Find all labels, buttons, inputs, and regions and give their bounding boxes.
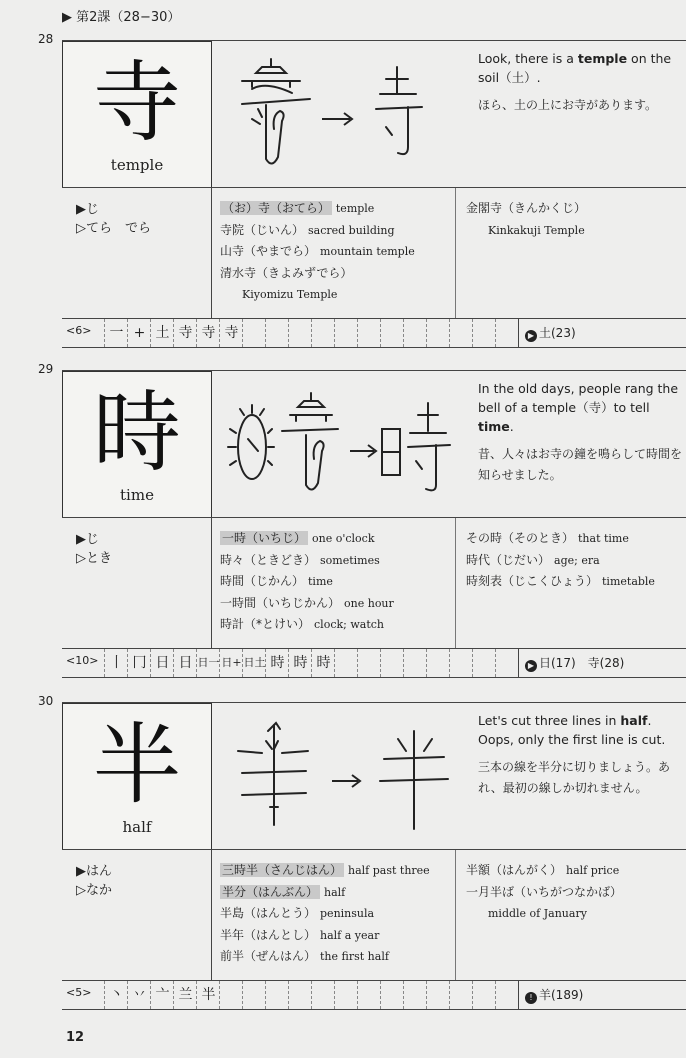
stroke-cell: 日+	[219, 649, 243, 677]
stroke-cell: +	[127, 319, 151, 347]
kanji-meaning: half	[122, 818, 152, 836]
stroke-cell	[426, 981, 450, 1009]
stroke-cell	[334, 981, 358, 1009]
stroke-count: <10>	[66, 654, 99, 667]
stroke-cell	[265, 981, 289, 1009]
stroke-order-strip	[62, 648, 686, 678]
stroke-cell: 寺	[173, 319, 197, 347]
entry-top-row	[62, 702, 686, 850]
stroke-cell	[495, 981, 519, 1009]
entry-top-row	[62, 40, 686, 188]
kun-reading: ▷とき	[76, 551, 112, 566]
stroke-cell: 亠	[150, 981, 174, 1009]
story-en-a: Let's cut three lines in	[478, 713, 621, 728]
kanji-meaning: time	[120, 486, 154, 504]
vocab-item: 寺院（じいん） sacred building	[220, 222, 395, 237]
vocab-item: 半分（はんぶん） half	[222, 884, 346, 899]
stroke-cell	[426, 319, 450, 347]
stroke-order-strip	[62, 318, 686, 348]
stroke-cell: 一	[104, 319, 128, 347]
vocab-item: （お）寺（おてら） temple	[222, 201, 375, 215]
stroke-cell	[426, 649, 450, 677]
kanji-entry-28	[38, 32, 686, 346]
kanji-box	[62, 371, 212, 518]
stroke-cell	[219, 981, 243, 1009]
stroke-cell	[472, 319, 496, 347]
stroke-cell: 時	[288, 649, 312, 677]
kun-reading: ▷なか	[76, 883, 112, 898]
kanji-entry-29	[38, 362, 686, 676]
vocab-item: Kiyomizu Temple	[242, 288, 338, 301]
stroke-cell: 時	[311, 649, 335, 677]
cross-reference: ▶ 土(23)	[518, 319, 686, 347]
stroke-count: <6>	[66, 324, 92, 337]
story-japanese: ほら、土の上にお寺があります。	[478, 98, 658, 112]
vocab-item: 半額（はんがく） half price	[466, 863, 620, 877]
stroke-cell	[334, 319, 358, 347]
entry-number: 28	[38, 32, 54, 46]
story-japanese: 昔、人々はお寺の鐘を鳴らして時間を知らせました。	[478, 447, 683, 482]
vocab-item: 半島（はんとう） peninsula	[220, 906, 375, 920]
stroke-cell	[403, 319, 427, 347]
vocab-item: 金閣寺（きんかくじ）	[466, 201, 587, 215]
stroke-cell	[449, 981, 473, 1009]
story-japanese: 三本の線を半分に切りましょう。あれ、最初の線しか切れません。	[478, 760, 671, 795]
stroke-cell	[449, 319, 473, 347]
entry-top-row	[62, 370, 686, 518]
stroke-cell	[403, 981, 427, 1009]
stroke-cell	[495, 319, 519, 347]
stroke-cell	[311, 319, 335, 347]
readings	[62, 188, 212, 319]
vocab-item: 清水寺（きよみずでら）	[220, 265, 353, 280]
vocab-item: 時計（*とけい） clock; watch	[220, 617, 384, 631]
vocab-column-1	[220, 518, 456, 649]
vocab-item: middle of January	[488, 907, 587, 920]
stroke-cell: 日	[173, 649, 197, 677]
vocab-item: Kinkakuji Temple	[488, 223, 585, 237]
page-number: 12	[66, 1030, 85, 1045]
story-en-b: . Oops, only the first line is cut.	[478, 713, 666, 747]
stroke-cell	[357, 319, 381, 347]
kanji-character: 時	[92, 381, 181, 484]
story-en-a: Look, there is a	[478, 51, 578, 66]
stroke-cell	[334, 649, 358, 677]
stroke-cell	[472, 981, 496, 1009]
vocab-column-2	[466, 850, 686, 981]
stroke-cell: 日	[150, 649, 174, 677]
stroke-cell	[311, 981, 335, 1009]
stroke-cell	[242, 981, 266, 1009]
mnemonic-illustration	[222, 379, 462, 509]
vocab-item: 三時半（さんじはん） half past three	[222, 863, 430, 877]
entry-readings-row	[62, 187, 686, 319]
mnemonic-story	[478, 49, 686, 116]
vocab-column-1	[220, 188, 456, 319]
entry-number: 29	[38, 362, 54, 376]
kun-reading: ▷てら でら	[76, 221, 151, 236]
mnemonic-story	[478, 379, 686, 486]
story-en-b: on the soil（土）.	[478, 51, 672, 85]
vocab-item: 一時（いちじ） one o'clock	[222, 531, 375, 545]
story-keyword: time	[478, 419, 510, 434]
mnemonic-illustration	[222, 49, 462, 179]
vocab-item: 時々（ときどき） sometimes	[220, 552, 380, 567]
play-icon: ▶	[525, 330, 537, 342]
vocab-item: 一月半ば（いちがつなかば）	[466, 884, 623, 899]
stroke-count: <5>	[66, 986, 92, 999]
entry-number: 30	[38, 694, 54, 708]
mnemonic-illustration	[222, 711, 462, 841]
stroke-cell: 丨	[104, 649, 128, 677]
readings	[62, 518, 212, 649]
vocab-item: 前半（ぜんはん） the first half	[220, 949, 389, 963]
stroke-cell: 寺	[219, 319, 243, 347]
kanji-box	[62, 41, 212, 188]
stroke-cell: 寺	[196, 319, 220, 347]
stroke-cell	[380, 319, 404, 347]
stroke-cell	[472, 649, 496, 677]
story-en-b: .	[509, 419, 514, 434]
stroke-cell: 土	[150, 319, 174, 347]
stroke-order-strip	[62, 980, 686, 1010]
stroke-cell: 日土	[242, 649, 266, 677]
kanji-meaning: temple	[110, 156, 164, 174]
stroke-cell	[265, 319, 289, 347]
entry-readings-row	[62, 517, 686, 649]
stroke-cell	[357, 981, 381, 1009]
readings	[62, 850, 212, 981]
stroke-cell: 半	[196, 981, 220, 1009]
vocab-item: その時（そのとき） that time	[466, 531, 629, 545]
kanji-entry-30	[38, 694, 686, 1008]
stroke-cell	[288, 319, 312, 347]
cross-reference: ! 羊(189)	[518, 981, 686, 1009]
stroke-cell: 冂	[127, 649, 151, 677]
stroke-cell	[380, 649, 404, 677]
story-keyword: half	[620, 713, 648, 728]
cross-reference: ▶ 日(17) 寺(28)	[518, 649, 686, 677]
vocab-item: 時刻表（じこくひょう） timetable	[466, 574, 655, 588]
kanji-box	[62, 703, 212, 850]
vocab-item: 半年（はんとし） half a year	[220, 927, 380, 942]
stroke-cell: 丶	[104, 981, 128, 1009]
story-keyword: temple	[577, 51, 628, 66]
vocab-column-2	[466, 188, 686, 319]
vocab-item: 時代（じだい） age; era	[466, 552, 600, 567]
stroke-cell: 日一	[196, 649, 220, 677]
mnemonic-story	[478, 711, 686, 799]
stroke-cell	[380, 981, 404, 1009]
entry-readings-row	[62, 849, 686, 981]
stroke-cell	[357, 649, 381, 677]
vocab-column-1	[220, 850, 456, 981]
stroke-cell: 丷	[127, 981, 151, 1009]
lesson-header: ▶ 第2課（28−30）	[62, 10, 181, 25]
on-reading: ▶じ	[76, 532, 99, 547]
on-reading: ▶はん	[76, 864, 112, 879]
stroke-cell	[403, 649, 427, 677]
exclamation-icon: !	[525, 992, 537, 1004]
stroke-cell	[449, 649, 473, 677]
stroke-cell: 兰	[173, 981, 197, 1009]
stroke-cell	[288, 981, 312, 1009]
kanji-character: 半	[92, 713, 181, 816]
play-icon: ▶	[525, 660, 537, 672]
story-en-a: In the old days, people rang the bell of a temple（寺）to tell	[478, 381, 679, 415]
stroke-cell	[242, 319, 266, 347]
kanji-character: 寺	[92, 51, 181, 154]
vocab-item: 山寺（やまでら） mountain temple	[220, 244, 415, 258]
vocab-item: 一時間（いちじかん） one hour	[220, 595, 394, 610]
stroke-cell: 時	[265, 649, 289, 677]
on-reading: ▶じ	[76, 202, 99, 217]
stroke-cell	[495, 649, 519, 677]
vocab-column-2	[466, 518, 686, 649]
vocab-item: 時間（じかん） time	[220, 574, 333, 588]
